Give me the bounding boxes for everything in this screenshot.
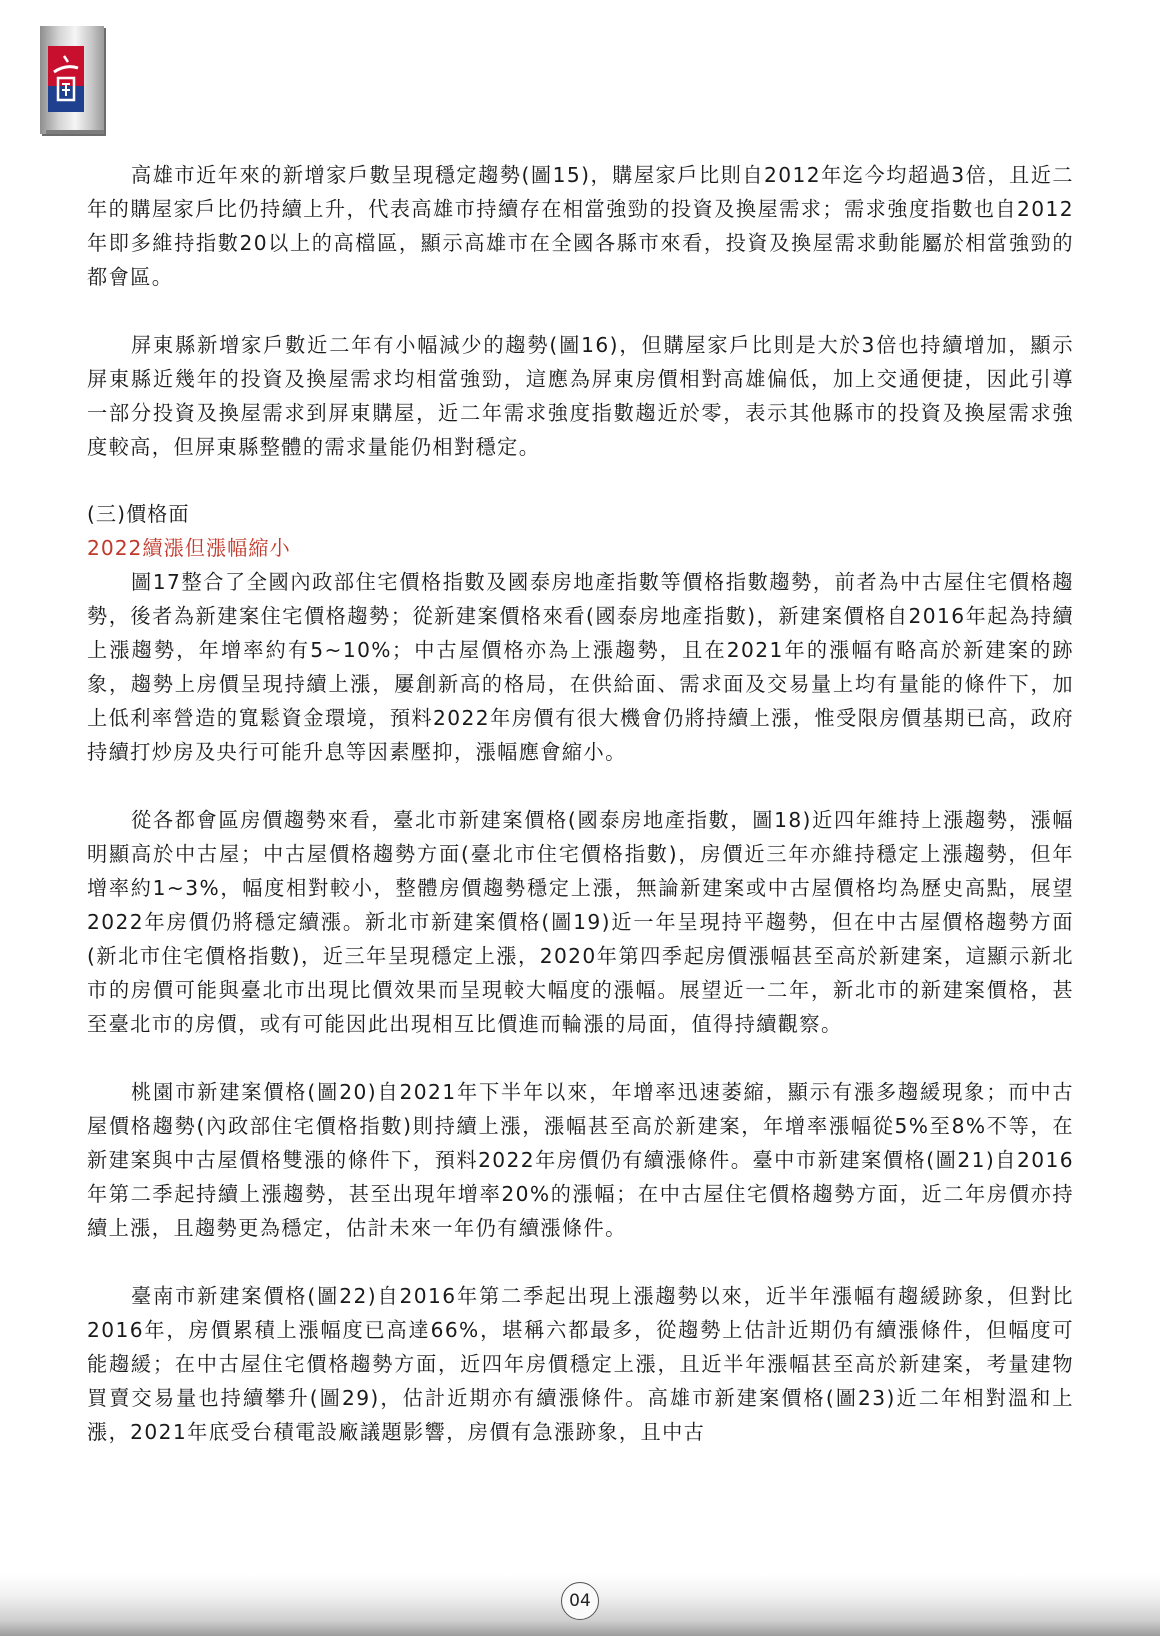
paragraph-pingtung-demand: 屏東縣新增家戶數近二年有小幅減少的趨勢(圖16)，但購屋家戶比則是大於3倍也持續增加，顯示屏東縣近幾年的投資及換屋需求均相當強勁，這應為屏東房價相對高雄偏低，加上交通便捷，因此引導一部分投資及換屋需求到屏東購屋，近二年需求強度指數趨近於零，表示其他縣市的投資及換屋需求強度較高，但屏東縣整體的需求量能仍相對穩定。 bbox=[87, 333, 1074, 459]
logo-frame bbox=[40, 26, 104, 134]
paragraph-taipei-newtaipei: 從各都會區房價趨勢來看，臺北市新建案價格(國泰房地產指數，圖18)近四年維持上漲趨勢，漲幅明顯高於中古屋；中古屋價格趨勢方面(臺北市住宅價格指數)，房價近三年亦維持穩定上漲趨勢，但年增率約1~3%，幅度相對較小，整體房價趨勢穩定上漲，無論新建案或中古屋價格均為歷史高點，展望2022年房價仍將穩定續漲。新北市新建案價格(圖19)近一年呈現持平趨勢，但在中古屋價格趨勢方面(新北市住宅價格指數)，近三年呈現穩定上漲，2020年第四季起房價漲幅甚至高於新建案，這顯示新北市的房價可能與臺北市出現比價效果而呈現較大幅度的漲幅。展望近一二年，新北市的新建案價格，甚至臺北市的房價，或有可能因此出現相互比價進而輪漲的局面，值得持續觀察。 bbox=[87, 808, 1074, 1036]
article-body bbox=[87, 158, 1074, 1449]
brand-logo-icon bbox=[48, 46, 84, 112]
paragraph-taoyuan-taichung: 桃園市新建案價格(圖20)自2021年下半年以來，年增率迅速萎縮，顯示有漲多趨緩現象；而中古屋價格趨勢(內政部住宅價格指數)則持續上漲，漲幅甚至高於新建案，年增率漲幅從5%至8%不等，在新建案與中古屋價格雙漲的條件下，預料2022年房價仍有續漲條件。臺中市新建案價格(圖21)自2016年第二季起持續上漲趨勢，甚至出現年增率20%的漲幅；在中古屋住宅價格趨勢方面，近二年房價亦持續上漲，且趨勢更為穩定，估計未來一年仍有續漲條件。 bbox=[87, 1080, 1074, 1240]
brand-logo bbox=[40, 26, 106, 136]
section-heading: (三)價格面 bbox=[87, 502, 190, 526]
page-number: 04 bbox=[561, 1582, 599, 1620]
paragraph-kaohsiung-demand: 高雄市近年來的新增家戶數呈現穩定趨勢(圖15)，購屋家戶比則自2012年迄今均超過3倍，且近二年的購屋家戶比仍持續上升，代表高雄市持續存在相當強勁的投資及換屋需求；需求強度指數也自2012年即多維持指數20以上的高檔區，顯示高雄市在全國各縣市來看，投資及換屋需求動能屬於相當強勁的都會區。 bbox=[87, 163, 1074, 289]
section-subheading: 2022續漲但漲幅縮小 bbox=[87, 536, 291, 560]
paragraph-tainan-kaohsiung: 臺南市新建案價格(圖22)自2016年第二季起出現上漲趨勢以來，近半年漲幅有趨緩跡象，但對比2016年，房價累積上漲幅度已高達66%，堪稱六都最多，從趨勢上估計近期仍有續漲條件，但幅度可能趨緩；在中古屋住宅價格趨勢方面，近四年房價穩定上漲，且近半年漲幅甚至高於新建案，考量建物買賣交易量也持續攀升(圖29)，估計近期亦有續漲條件。高雄市新建案價格(圖23)近二年相對溫和上漲，2021年底受台積電設廠議題影響，房價有急漲跡象，且中古 bbox=[87, 1284, 1074, 1444]
paragraph-national-price: 圖17整合了全國內政部住宅價格指數及國泰房地產指數等價格指數趨勢，前者為中古屋住宅價格趨勢，後者為新建案住宅價格趨勢；從新建案價格來看(國泰房地產指數)，新建案價格自2016年起為持續上漲趨勢，年增率約有5~10%；中古屋價格亦為上漲趨勢，且在2021年的漲幅有略高於新建案的跡象，趨勢上房價呈現持續上漲，屢創新高的格局，在供給面、需求面及交易量上均有量能的條件下，加上低利率營造的寬鬆資金環境，預料2022年房價有很大機會仍將持續上漲，惟受限房價基期已高，政府持續打炒房及央行可能升息等因素壓抑，漲幅應會縮小。 bbox=[87, 570, 1074, 764]
